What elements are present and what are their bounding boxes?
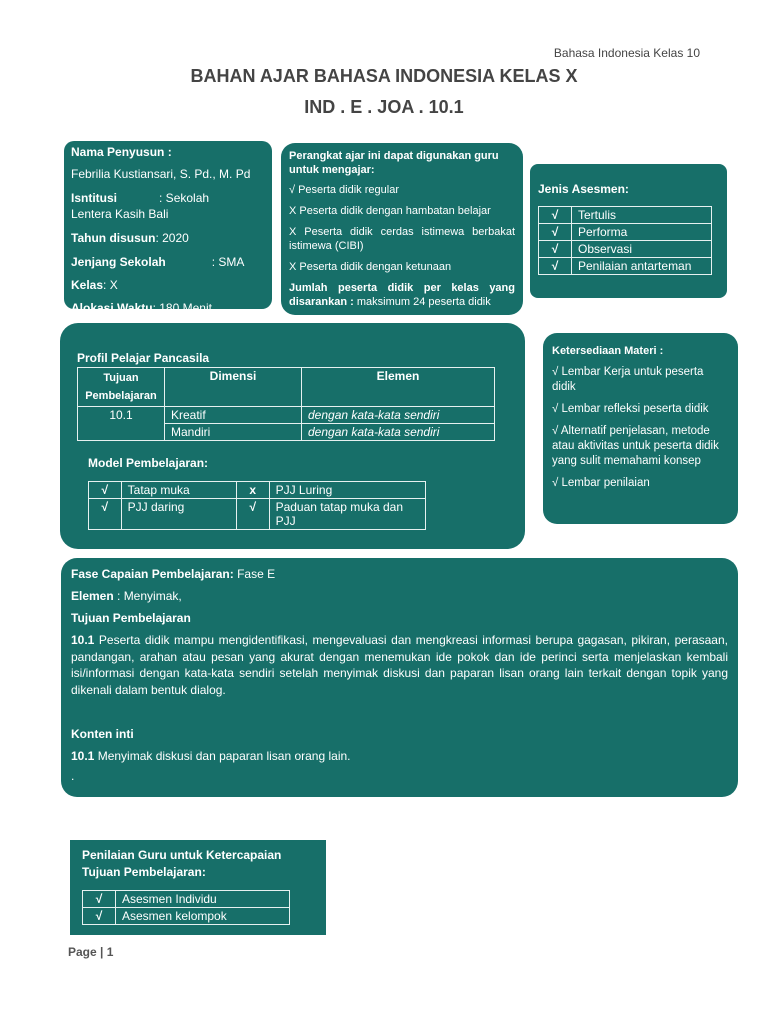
jenjang-label: Jenjang Sekolah	[71, 255, 166, 269]
check-icon: √	[83, 908, 116, 925]
model-label: Tatap muka	[121, 482, 236, 499]
institusi-label: Isntitusi	[71, 191, 118, 205]
ketersediaan-box	[543, 333, 738, 524]
jumlah-value: maksimum 24 peserta didik	[353, 296, 491, 308]
perangkat-item: X Peserta didik dengan hambatan belajar	[289, 205, 491, 217]
model-heading: Model Pembelajaran:	[88, 456, 209, 470]
table-row	[83, 891, 290, 908]
alokasi-value: : 180 Menit	[152, 301, 212, 315]
column-header: Elemen	[302, 368, 495, 407]
penilaian-heading: Penilaian Guru untuk Ketercapaian Tujuan Pembelajaran:	[82, 848, 282, 879]
check-icon: √	[236, 499, 269, 530]
penilaian-box	[70, 840, 326, 935]
perangkat-item: √ Peserta didik regular	[289, 184, 399, 196]
institusi-value: : Sekolah	[159, 191, 210, 205]
nama-label: Nama Penyusun	[71, 145, 165, 159]
table-row	[539, 258, 712, 275]
elemen-label: Elemen	[71, 589, 114, 603]
table-row	[89, 499, 426, 530]
ketersediaan-heading: Ketersediaan Materi :	[552, 345, 664, 357]
konten-number: 10.1	[71, 749, 95, 763]
model-label: Paduan tatap muka dan PJJ	[269, 499, 425, 530]
alokasi-label: Alokasi Waktu	[71, 301, 153, 315]
page-title: BAHAN AJAR BAHASA INDONESIA KELAS X	[190, 66, 578, 86]
elemen-value: : Menyimak,	[113, 589, 182, 603]
check-icon: √	[539, 258, 572, 275]
perangkat-item: X Peserta didik cerdas istimewa berbakat istimewa (CIBI)	[289, 226, 515, 252]
jenjang-value: : SMA	[211, 255, 245, 269]
table-row	[539, 207, 712, 224]
table-row	[539, 224, 712, 241]
dimensi-cell: Mandiri	[165, 424, 302, 441]
ketersediaan-item: √ Lembar refleksi peserta didik	[552, 403, 709, 415]
profil-box	[60, 323, 525, 549]
kelas-label: Kelas	[71, 278, 104, 292]
elemen-cell: dengan kata-kata sendiri	[302, 424, 495, 441]
tujuan-cell: 10.1	[78, 407, 165, 441]
model-label: PJJ daring	[121, 499, 236, 530]
nama-value: Febrilia Kustiansari, S. Pd., M. Pd	[71, 167, 251, 181]
penilaian-label: Asesmen Individu	[116, 891, 290, 908]
ketersediaan-item: √ Lembar Kerja untuk peserta didik	[552, 366, 704, 393]
fase-label: Fase Capaian Pembelajaran:	[71, 567, 234, 581]
perangkat-heading: Perangkat ajar ini dapat digunakan guru untuk mengajar:	[289, 150, 499, 176]
table-row	[78, 407, 495, 424]
tujuan-text: Peserta didik mampu mengidentifikasi, mengevaluasi dan mengkreasi informasi berupa gagasan, pikiran, perasaan, pandangan, arahan atau pesan yang akurat dengan menemukan ide pokok dan ide perinci serta menjelaskan kembali isi/informasi dengan kata-kata sendiri setelah menyimak diskusi dan paparan lisan orang lain terkait dengan topik yang dikenali dalam bentuk dialog.	[71, 633, 728, 697]
model-label: PJJ Luring	[269, 482, 425, 499]
tujuan-heading: Tujuan Pembelajaran	[71, 611, 191, 625]
header-subject: Bahasa Indonesia Kelas 10	[553, 46, 700, 60]
tujuan-number: 10.1	[71, 633, 95, 647]
asesmen-label: Tertulis	[572, 207, 712, 224]
asesmen-label: Penilaian antarteman	[572, 258, 712, 275]
konten-text: Menyimak diskusi dan paparan lisan orang lain.	[94, 749, 351, 763]
table-row	[78, 368, 495, 407]
table-row	[83, 908, 290, 925]
tahun-label: Tahun disusun	[71, 231, 156, 245]
perangkat-item: X Peserta didik dengan ketunaan	[289, 261, 452, 273]
asesmen-table	[538, 206, 712, 275]
asesmen-heading: Jenis Asesmen:	[538, 182, 629, 196]
kelas-value: : X	[103, 278, 118, 292]
konten-heading: Konten inti	[71, 727, 134, 741]
ketersediaan-item: √ Lembar penilaian	[552, 477, 650, 489]
check-icon: √	[539, 224, 572, 241]
dimensi-cell: Kreatif	[165, 407, 302, 424]
column-header: Dimensi	[165, 368, 302, 407]
perangkat-box	[281, 143, 523, 315]
check-icon: √	[83, 891, 116, 908]
asesmen-label: Observasi	[572, 241, 712, 258]
penilaian-label: Asesmen kelompok	[116, 908, 290, 925]
institusi-value-2: Lentera Kasih Bali	[71, 207, 169, 221]
trailing-dot: .	[71, 769, 75, 783]
check-icon: √	[89, 482, 122, 499]
check-icon: √	[539, 241, 572, 258]
profil-heading: Profil Pelajar Pancasila	[77, 351, 210, 365]
check-icon: √	[89, 499, 122, 530]
asesmen-box	[530, 164, 727, 298]
asesmen-label: Performa	[572, 224, 712, 241]
page-number: Page | 1	[68, 945, 114, 959]
penilaian-table	[82, 890, 290, 925]
cross-icon: x	[236, 482, 269, 499]
tahun-value: : 2020	[155, 231, 189, 245]
ketersediaan-item: √ Alternatif penjelasan, metode atau aktivitas untuk peserta didik yang sulit memahami konsep	[552, 425, 719, 467]
document-code: IND . E . JOA . 10.1	[304, 97, 464, 117]
profil-table	[77, 367, 495, 441]
check-icon: √	[539, 207, 572, 224]
fase-value: Fase E	[233, 567, 276, 581]
elemen-cell: dengan kata-kata sendiri	[302, 407, 495, 424]
table-row	[539, 241, 712, 258]
identity-box: Nama Penyusun : Febrilia Kustiansari, S. Pd., M. Pd Isntitusi : Sekolah Lentera Kasih Bali Tahun disusun: 2020 Jenjang Sekolah : SMA Kelas: X Alokasi Waktu: 180 Menit	[64, 141, 272, 309]
column-header: Tujuan Pembelajaran	[78, 368, 165, 407]
model-table	[88, 481, 426, 530]
table-row	[89, 482, 426, 499]
fase-box	[61, 558, 738, 797]
jumlah-label: Jumlah peserta didik per kelas yang disarankan :	[289, 282, 515, 308]
